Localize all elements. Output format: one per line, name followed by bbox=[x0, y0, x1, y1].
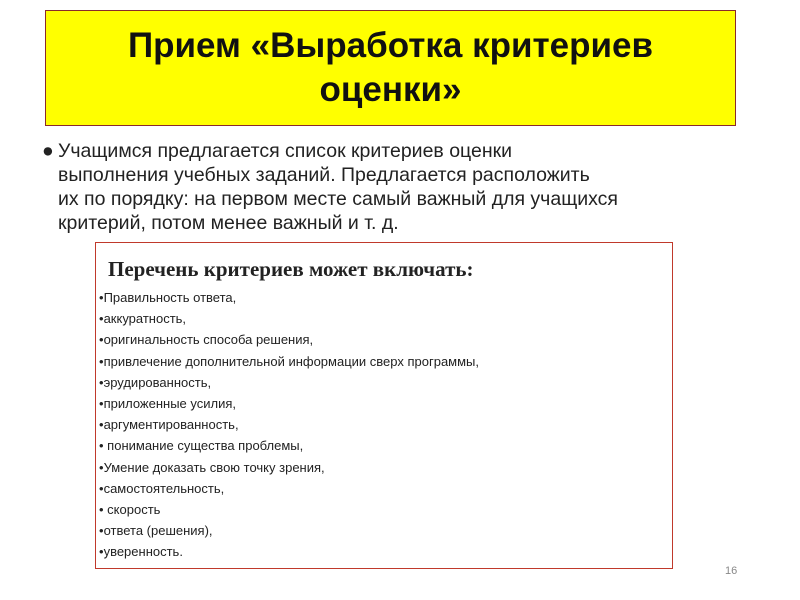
criteria-item-text: ответа (решения), bbox=[103, 523, 213, 539]
criteria-box bbox=[95, 242, 673, 569]
bullet-icon: • bbox=[99, 353, 104, 369]
criteria-item bbox=[99, 499, 669, 520]
bullet-icon: • bbox=[99, 374, 104, 390]
page-number: 16 bbox=[725, 565, 738, 577]
bullet-icon: • bbox=[99, 459, 104, 475]
bullet-icon: • bbox=[99, 396, 104, 412]
bullet-icon: • bbox=[99, 438, 104, 454]
criteria-item bbox=[99, 457, 669, 478]
criteria-item-text: аргументированность, bbox=[103, 417, 239, 433]
bullet-icon: • bbox=[99, 332, 104, 348]
intro-paragraph bbox=[42, 139, 742, 235]
criteria-item bbox=[99, 329, 669, 350]
criteria-item bbox=[99, 287, 669, 308]
criteria-item bbox=[99, 308, 669, 329]
criteria-item bbox=[99, 478, 669, 499]
bullet-icon: • bbox=[99, 417, 104, 433]
criteria-item bbox=[99, 351, 669, 372]
title-banner bbox=[45, 10, 736, 126]
criteria-item bbox=[99, 520, 669, 541]
bullet-icon: • bbox=[99, 544, 104, 560]
intro-bullet-icon: ● bbox=[42, 140, 54, 162]
criteria-item bbox=[99, 435, 669, 456]
criteria-heading: Перечень критериев может включать: bbox=[108, 257, 474, 281]
criteria-item-text: понимание существа проблемы, bbox=[103, 438, 304, 454]
criteria-item-text: Умение доказать свою точку зрения, bbox=[103, 459, 325, 475]
bullet-icon: • bbox=[99, 502, 104, 518]
criteria-item bbox=[99, 372, 669, 393]
criteria-item-text: скорость bbox=[103, 502, 161, 518]
criteria-item-text: самостоятельность, bbox=[103, 480, 225, 496]
criteria-item-text: оригинальность способа решения, bbox=[103, 332, 314, 348]
criteria-item bbox=[99, 393, 669, 414]
criteria-item bbox=[99, 541, 669, 562]
bullet-icon: • bbox=[99, 311, 104, 327]
slide-title: Прием «Выработка критериев оценки» bbox=[127, 26, 654, 109]
criteria-item-text: приложенные усилия, bbox=[103, 396, 236, 412]
criteria-item-text: привлечение дополнительной информации сверх программы, bbox=[103, 353, 480, 369]
intro-text: Учащимся предлагается список критериев оценки выполнения учебных заданий. Предлагается расположить их по порядку: на первом месте самый важный для учащихся критерий, потом менее важный и т. д. bbox=[58, 140, 618, 234]
criteria-item-text: уверенность. bbox=[103, 544, 183, 560]
criteria-item-text: эрудированность, bbox=[103, 374, 212, 390]
criteria-list bbox=[99, 287, 669, 563]
bullet-icon: • bbox=[99, 480, 104, 496]
bullet-icon: • bbox=[99, 290, 104, 305]
criteria-item bbox=[99, 414, 669, 435]
criteria-item-text: Правильность ответа, bbox=[103, 290, 237, 305]
bullet-icon: • bbox=[99, 523, 104, 539]
criteria-item-text: аккуратность, bbox=[103, 311, 187, 327]
